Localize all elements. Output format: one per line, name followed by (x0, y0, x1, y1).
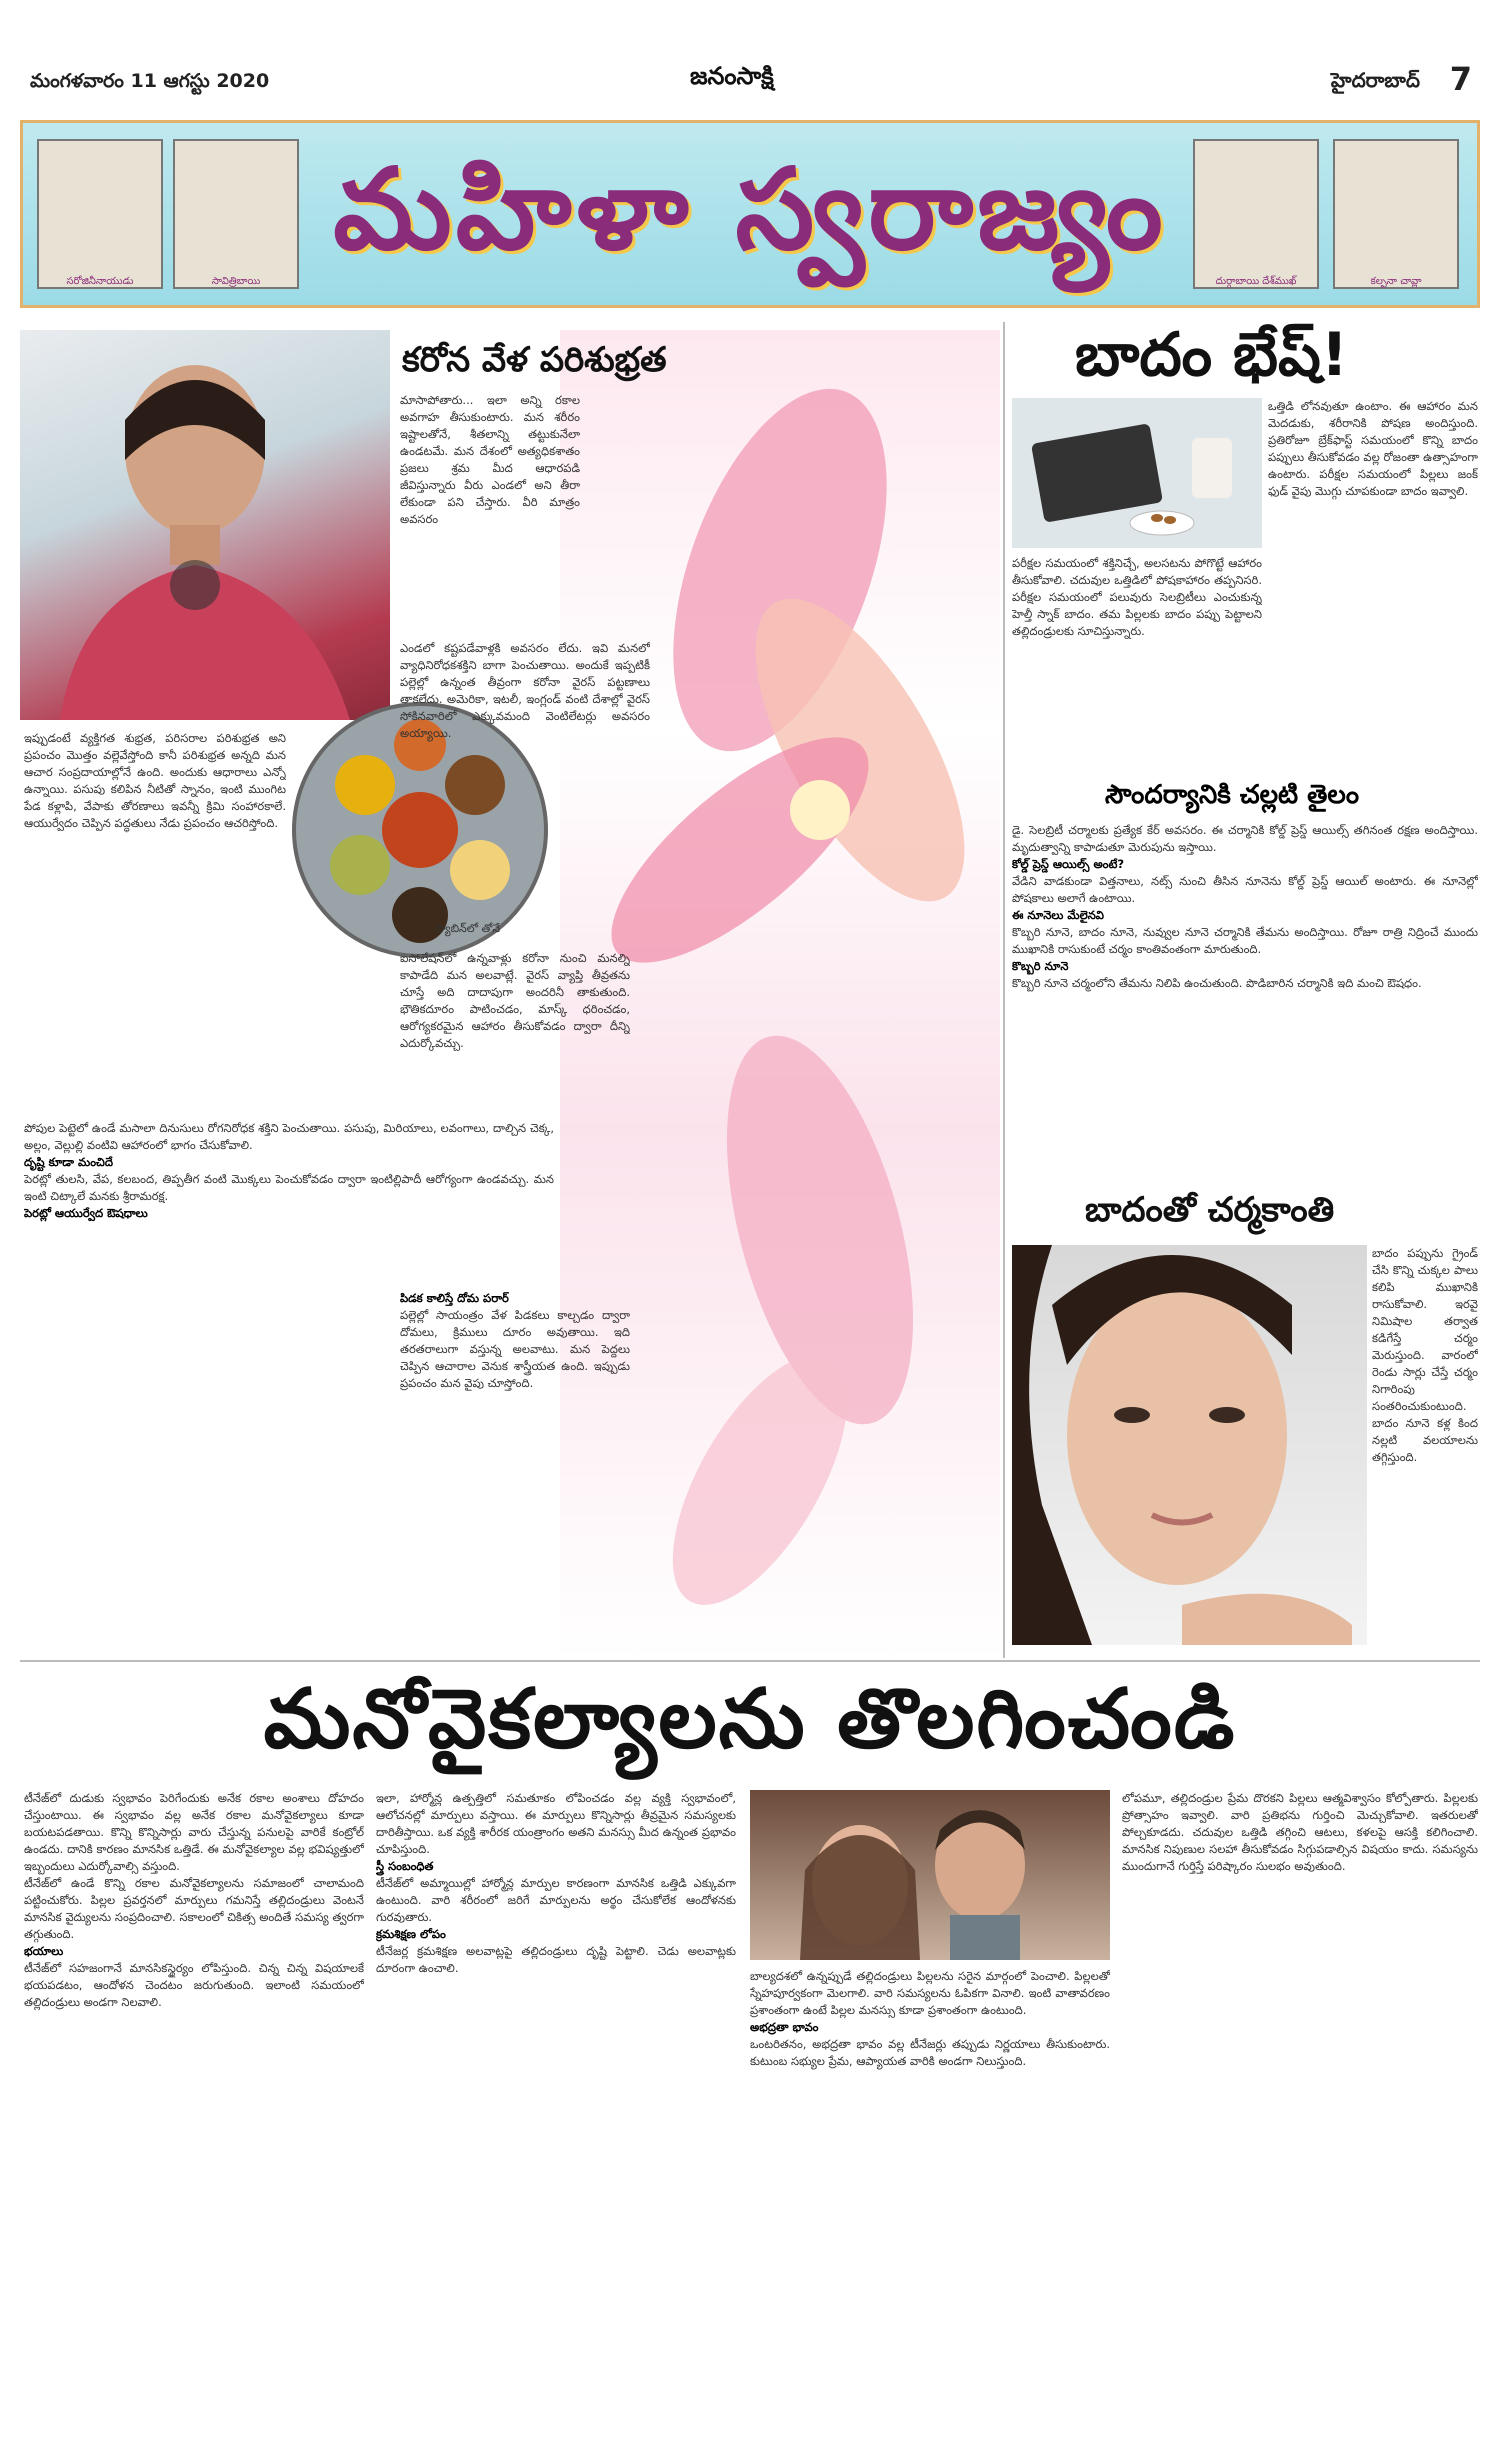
article-oil-body3: కొబ్బరి నూనె, బాదం నూనె, నువ్వుల నూనె చర్మానికి తేమను అందిస్తాయి. రోజూ రాత్రి నిద్రించే ముందు ముఖానికి రాసుకుంటే చర్మం కాంతివంతంగా మారుతుంది. (1012, 925, 1478, 956)
article-mental-col3 (750, 1968, 1110, 2448)
section-title: మహిళా స్వరాజ్యం (333, 145, 1167, 275)
article-mental-col1 (24, 1790, 364, 2440)
spices-photo-caption: క్యాబిన్‌లో తోనే (436, 922, 501, 935)
article-title-covid: కరోన వేళ పరిశుభ్రత (402, 340, 667, 380)
column-divider (1003, 322, 1005, 1658)
skin-photo (1012, 1245, 1367, 1645)
newspaper-masthead: జనంసాక్షి (690, 62, 774, 90)
article-oil-body2: వేడిని వాడకుండా విత్తనాలు, నట్స్ నుంచి తీసిన నూనెను కోల్డ్ ప్రెస్డ్ ఆయిల్ అంటారు. ఈ నూనెల్లో పోషకాలు అలాగే ఉంటాయి. (1012, 874, 1478, 905)
article-covid-col2-body2: ఐసోలేషన్‌లో ఉన్నవాళ్లు కరోనా నుంచి మనల్ని కాపాడేది మన అలవాట్లే. వైరస్ వ్యాప్తి తీవ్రతను చూస్తే అది దాదాపుగా అందరినీ తాకుతుంది. భౌతికదూరం పాటించడం, మాస్క్ ధరించడం, ఆరోగ్యకరమైన ఆహారం తీసుకోవడం ద్వారా దీన్ని ఎదుర్కోవచ్చు. (400, 951, 630, 1050)
article-covid-col2-block (400, 1290, 630, 1650)
article-mental-col2-body2: టీనేజ్‌లో అమ్మాయిల్లో హార్మోన్ల మార్పుల కారణంగా మానసిక ఒత్తిడి ఎక్కువగా ఉంటుంది. వారి శరీరంలో జరిగే మార్పులను అర్థం చేసుకోలేక ఆందోళనకు గురవుతారు. (376, 1876, 736, 1924)
page-number: 7 (1449, 60, 1472, 98)
article-covid-subhead2: పెరట్లో ఆయుర్వేద ఔషధాలు (24, 1206, 148, 1220)
article-mental-col3-body2: ఒంటరితనం, అభద్రతా భావం వల్ల టీనేజర్లు తప్పుడు నిర్ణయాలు తీసుకుంటారు. కుటుంబ సభ్యుల ప్రేమ, ఆప్యాయత వారికి అండగా నిలుస్తుంది. (750, 2037, 1110, 2068)
article-mental-subhead4: అభద్రతా భావం (750, 2020, 819, 2034)
article-mental-subhead3: క్రమశిక్షణ లోపం (376, 1927, 446, 1941)
couple-photo (750, 1790, 1110, 1960)
woman-face-icon (1012, 1245, 1367, 1645)
edition-city: హైదరాబాద్ (1330, 68, 1420, 92)
article-covid-intro: మాసాపోతారు... ఇలా అన్ని రకాల అవగాహ తీసుకుంటారు. మన శరీరం ఇష్టాలతోనే, శీతలాన్ని తట్టుకునేలా ఉండటమే. మన దేశంలో అత్యధికశాతం ప్రజలు శ్రమ మీద ఆధారపడి జీవిస్తున్నారు వీరు ఎండలో అని తీరా లేకుండా పని చేస్తారు. వీరి మాత్రం అవసరం (400, 393, 580, 526)
article-mental-col2-body: ఇలా, హార్మోన్ల ఉత్పత్తిలో సమతూకం లోపించడం వల్ల వ్యక్తి స్వభావంలో, ఆలోచనల్లో మార్పులు వస్తాయి. ఈ మార్పులు కొన్నిసార్లు తీవ్రమైన సమస్యలకు దారితీస్తాయి. ఒక వ్యక్తి శారీరక యంత్రాంగం అతని మనస్సు మీద ఉన్నంత ప్రభావం చూపిస్తుంది. (376, 1791, 736, 1856)
article-mental-col1-body2: టీనేజ్‌లో ఉండే కొన్ని రకాల మనోవైకల్యాలను సమాజంలో చాలామంది పట్టించుకోరు. పిల్లల ప్రవర్తనలో మార్పులు గమనిస్తే తల్లిదండ్రులు వెంటనే మానసిక వైద్యులను సంప్రదించాలి. సకాలంలో చికిత్స అందితే సమస్య త్వరగా తగ్గుతుంది. (24, 1876, 364, 1941)
article-covid-col2: ఎండలో కష్టపడేవాళ్లకి అవసరం లేదు. ఇవి మనలో వ్యాధినిరోధకశక్తిని బాగా పెంచుతాయి. అందుకే ఇప్పటికీ పల్లెల్లో ఉన్నంత తీవ్రంగా కరోనా వైరస్ పట్టణాలు తాకలేదు. అమెరికా, ఇటలీ, ఇంగ్లండ్ వంటి దేశాల్లో వైరస్ సోకినవారిలో ఎక్కువమంది వెంటిలేటర్లు అవసరం అయ్యాయి. (400, 641, 650, 740)
portrait-4: కల్పనా చావ్లా (1333, 139, 1459, 289)
article-covid-subhead1: దృష్టి కూడా మంచిదే (24, 1155, 113, 1169)
article-oil-body4: కొబ్బరి నూనె చర్మంలోని తేమను నిలిపి ఉంచుతుంది. పొడిబారిన చర్మానికి ఇది మంచి ఔషధం. (1012, 976, 1422, 990)
article-title-almond: బాదం భేష్! (1075, 320, 1349, 390)
article-almond-body2: ఒత్తిడి లోనవుతూ ఉంటాం. ఈ ఆహారం మన మెదడుకు, శరీరానికి పోషణ అందిస్తుంది. ప్రతిరోజూ బ్రేక్‌ఫాస్ట్ సమయంలో కొన్ని బాదం పప్పులు తీసుకోవడం వల్ల రోజంతా ఉత్సాహంగా ఉంటారు. పరీక్షల సమయంలో పిల్లలు జంక్ ఫుడ్ వైపు మొగ్గు చూపకుండా బాదం ఇవ్వాలి. (1268, 399, 1478, 498)
portrait-2: సావిత్రిబాయి (173, 139, 299, 289)
almond-photo (1012, 398, 1262, 548)
section-banner (20, 120, 1480, 308)
article-covid-body3: పెరట్లో తులసి, వేప, కలబంద, తిప్పతీగ వంటి మొక్కలు పెంచుకోవడం ద్వారా ఇంటిల్లిపాదీ ఆరోగ్యంగా ఉండవచ్చు. మన ఇంటి చిట్కాలే మనకు శ్రీరామరక్ష. (24, 1172, 554, 1203)
article-title-oil: సౌందర్యానికి చల్లటి తైలం (1105, 780, 1360, 810)
article-oil-subhead1: కోల్డ్ ప్రెస్డ్ ఆయిల్స్ అంటే? (1012, 857, 1125, 871)
issue-date: మంగళవారం 11 ఆగస్టు 2020 (30, 70, 270, 92)
portrait-1: సరోజినీనాయుడు (37, 139, 163, 289)
portrait-3: దుర్గాబాయి దేశ్‌ముఖ్ (1193, 139, 1319, 289)
section-divider (20, 1660, 1480, 1662)
article-oil-subhead3: కొబ్బరి నూనె (1012, 959, 1069, 973)
article-oil-subhead2: ఈ నూనెలు మేలైనవి (1012, 908, 1104, 922)
article-photo-woman (20, 330, 390, 720)
couple-icon (750, 1790, 1110, 1960)
article-title-skin: బాదంతో చర్మకాంతి (1085, 1190, 1335, 1230)
article-mental-col2 (376, 1790, 736, 2440)
article-mental-col1-body3: టీనేజ్‌లో సహజంగానే మానసికస్థైర్యం లోపిస్తుంది. చిన్న చిన్న విషయాలకే భయపడటం, ఆందోళన చెందటం జరుగుతుంది. ఇలాంటి సమయంలో తల్లిదండ్రులు అండగా నిలవాలి. (24, 1961, 364, 2009)
woman-illustration-icon (20, 330, 390, 720)
page-header (0, 0, 1500, 110)
article-oil-body (1012, 822, 1478, 1162)
laptop-almonds-icon (1012, 398, 1262, 548)
article-covid-col2-body3: పల్లెల్లో సాయంత్రం వేళ పిడకలు కాల్చడం ద్వారా దోమలు, క్రిములు దూరం అవుతాయి. ఇది తరతరాలుగా వస్తున్న అలవాటు. మన పెద్దలు చెప్పిన ఆచారాల వెనుక శాస్త్రీయత ఉంది. ఇప్పుడు ప్రపంచం మన వైపు చూస్తోంది. (400, 1308, 630, 1390)
article-covid-body2: పోపుల పెట్టెలో ఉండే మసాలా దినుసులు రోగనిరోధక శక్తిని పెంచుతాయి. పసుపు, మిరియాలు, లవంగాలు, దాల్చిన చెక్క, అల్లం, వెల్లుల్లి వంటివి ఆహారంలో భాగం చేసుకోవాలి. (24, 1121, 554, 1152)
article-covid-subhead3: పిడక కాలిస్తే దోమ పరార్ (400, 1291, 509, 1305)
article-mental-col2-body3: టీనేజర్ల క్రమశిక్షణ అలవాట్లపై తల్లిదండ్రులు దృష్టి పెట్టాలి. చెడు అలవాట్లకు దూరంగా ఉంచాలి. (376, 1944, 736, 1975)
article-title-mental: మనోవైకల్యాలను తొలగించండి (263, 1672, 1237, 1767)
article-mental-subhead1: భయాలు (24, 1944, 64, 1958)
article-skin-body: బాదం పప్పును గ్రైండ్ చేసి కొన్ని చుక్కల పాలు కలిపి ముఖానికి రాసుకోవాలి. ఇరవై నిమిషాల తర్వాత కడిగేస్తే చర్మం మెరుస్తుంది. వారంలో రెండు సార్లు చేస్తే చర్మం నిగారింపు సంతరించుకుంటుంది. బాదం నూనె కళ్ల కింద నల్లటి వలయాలను తగ్గిస్తుంది. (1372, 1246, 1478, 1464)
article-mental-col1-body: టీనేజ్‌లో దుడుకు స్వభావం పెరిగేందుకు అనేక రకాల అంశాలు దోహదం చేస్తుంటాయి. ఈ స్వభావం వల్ల అనేక రకాల మనోవైకల్యాలు కూడా బయటపడతాయి. కొన్ని కొన్నిసార్లు వారు చేస్తున్న పనులపై వారికే కంట్రోల్ ఉండదు. దానికి కారణం మానసిక ఒత్తిడే. ఈ మనోవైకల్యాల వల్ల భవిష్యత్తులో ఇబ్బందులు ఎదుర్కోవాల్సి వస్తుంది. (24, 1791, 364, 1873)
article-mental-col4: లోపమూ, తల్లిదండ్రుల ప్రేమ దొరకని పిల్లలు ఆత్మవిశ్వాసం కోల్పోతారు. పిల్లలకు ప్రోత్సాహం ఇవ్వాలి. వారి ప్రతిభను గుర్తించి మెచ్చుకోవాలి. ఇతరులతో పోల్చకూడదు. చదువుల ఒత్తిడి తగ్గించి ఆటలు, కళలపై ఆసక్తి కలిగించాలి. మానసిక నిపుణుల సలహా తీసుకోవడం సిగ్గుపడాల్సిన విషయం కాదు. సమస్యను ముందుగానే గుర్తిస్తే పరిష్కారం సులభం అవుతుంది. (1122, 1791, 1478, 1873)
article-oil-body1: డై. సెలబ్రిటీ చర్మాలకు ప్రత్యేక కేర్ అవసరం. ఈ చర్మానికి కోల్డ్ ప్రెస్డ్ ఆయిల్స్ తగినంత రక్షణ అందిస్తాయి. మృదుత్వాన్ని కాపాడుతూ మెరుపును ఇస్తాయి. (1012, 823, 1478, 854)
article-mental-subhead2: స్త్రీ సంబంధిత (376, 1859, 434, 1873)
article-almond-body1: పరీక్షల సమయంలో శక్తినిచ్చే, అలసటను పోగొట్టే ఆహారం తీసుకోవాలి. చదువుల ఒత్తిడిలో పోషకాహారం తప్పనిసరి. పరీక్షల సమయంలో పలువురు సెలబ్రిటీలు ఎంచుకున్న హెల్తీ స్నాక్ బాదం. తమ పిల్లలకు బాదం పప్పు పెట్టాలని తల్లిదండ్రులకు సూచిస్తున్నారు. (1012, 556, 1262, 638)
article-mental-col3-body: బాల్యదశలో ఉన్నప్పుడే తల్లిదండ్రులు పిల్లలను సరైన మార్గంలో పెంచాలి. పిల్లలతో స్నేహపూర్వకంగా మెలగాలి. వారి సమస్యలను ఓపికగా వినాలి. ఇంటి వాతావరణం ప్రశాంతంగా ఉంటే పిల్లల మనస్సు కూడా ప్రశాంతంగా ఉంటుంది. (750, 1969, 1110, 2017)
article-covid-body1: ఇప్పుడంటే వ్యక్తిగత శుభ్రత, పరిసరాల పరిశుభ్రత అని ప్రపంచం మొత్తం వల్లెవేస్తోంది కానీ పరిశుభ్రత అన్నది మన ఆచార సంప్రదాయాల్లోనే ఉంది. అందుకు ఆధారాలు ఎన్నో ఉన్నాయి. పసుపు కలిపిన నీటితో స్నానం, ఇంటి ముంగిట పేడ కళ్లాపి, వేపాకు తోరణాలు ఇవన్నీ క్రిమి సంహారకాలే. ఆయుర్వేదం చెప్పిన పద్ధతులు నేడు ప్రపంచం ఆచరిస్తోంది. (24, 731, 286, 830)
